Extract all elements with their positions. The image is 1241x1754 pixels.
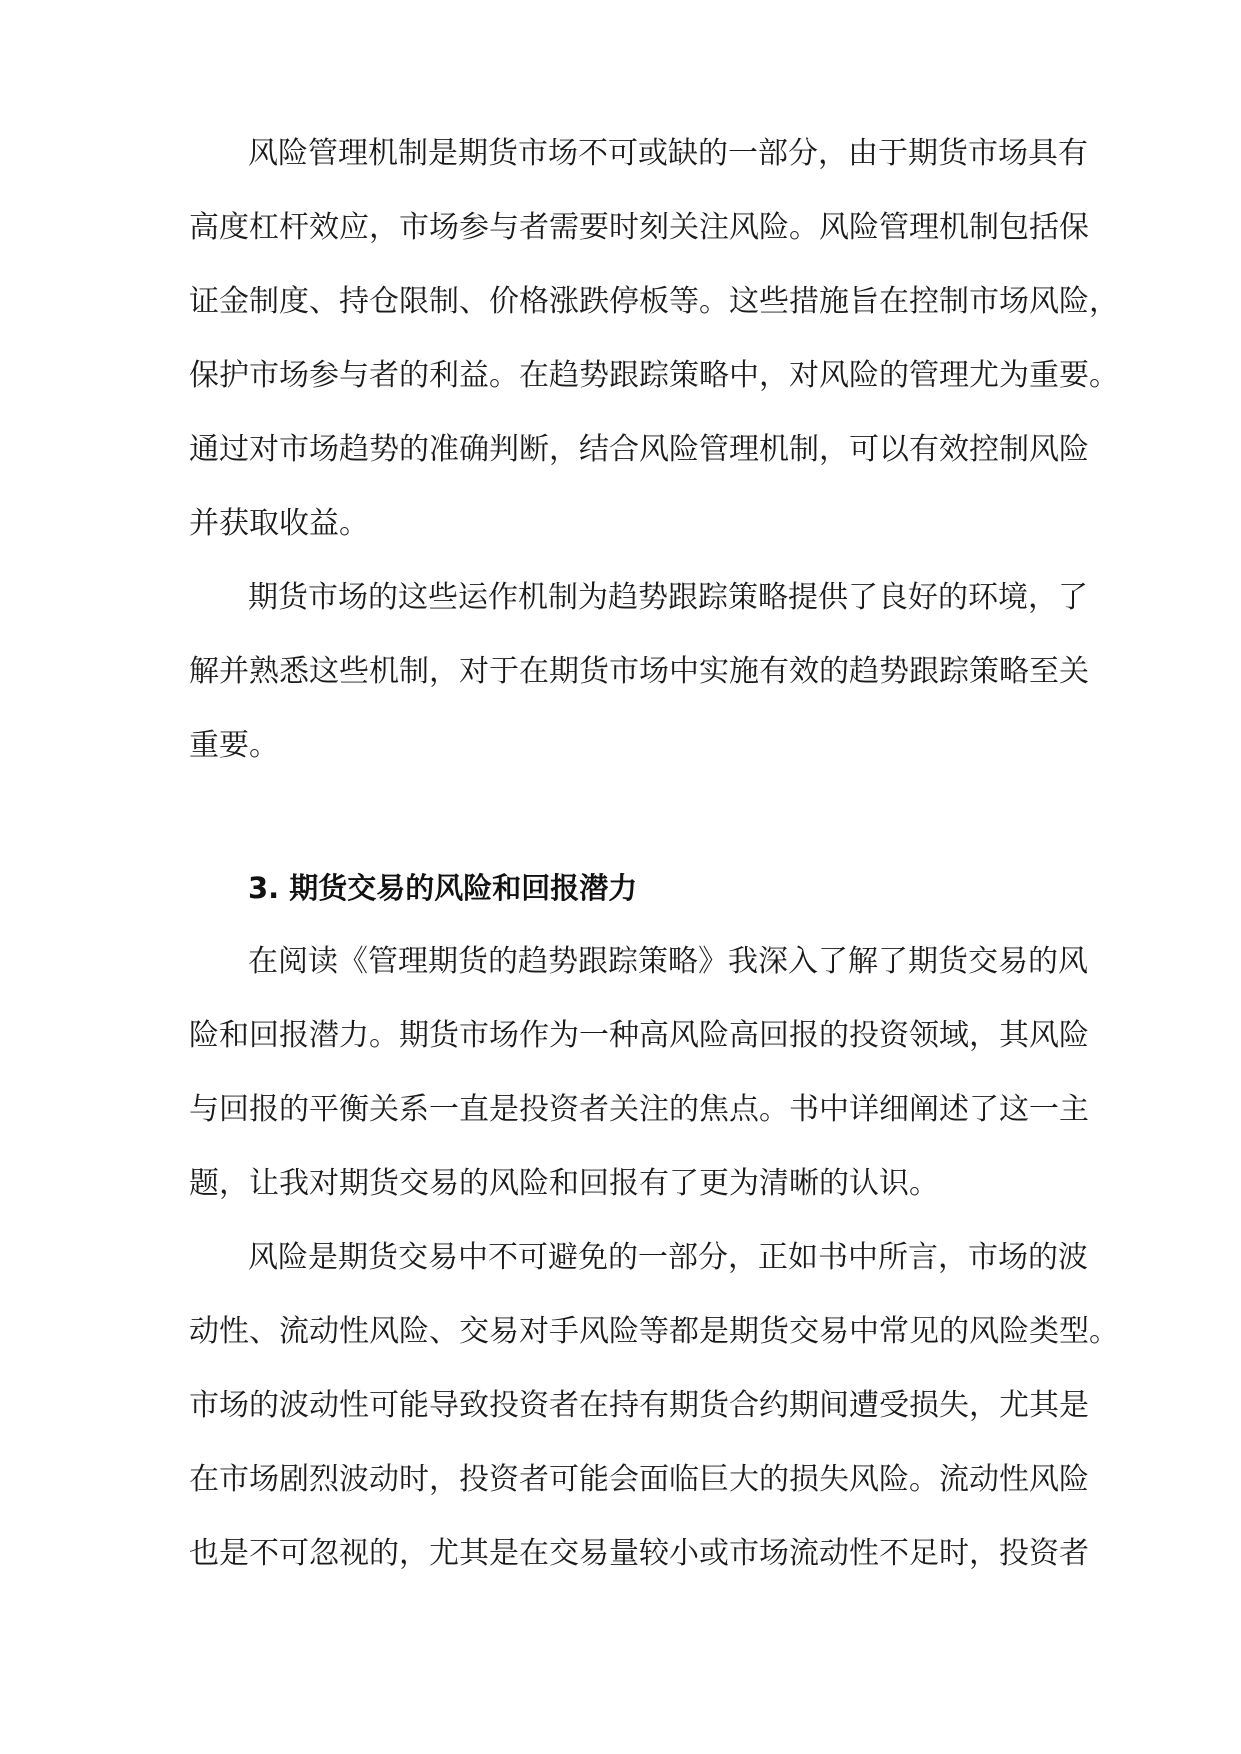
- paragraph-line: 重要。: [189, 728, 279, 763]
- paragraph-line: 动性、流动性风险、交易对手风险等都是期货交易中常见的风险类型。: [189, 1314, 1119, 1349]
- paragraph-line: 并获取收益。: [189, 506, 369, 541]
- paragraph-line: 风险是期货交易中不可避免的一部分，正如书中所言，市场的波: [248, 1240, 1088, 1275]
- section-heading: 3. 期货交易的风险和回报潜力: [248, 871, 638, 905]
- paragraph-line: 市场的波动性可能导致投资者在持有期货合约期间遭受损失，尤其是: [189, 1388, 1089, 1423]
- paragraph-line: 题，让我对期货交易的风险和回报有了更为清晰的认识。: [189, 1166, 939, 1201]
- paragraph-line: 险和回报潜力。期货市场作为一种高风险高回报的投资领域，其风险: [189, 1018, 1089, 1053]
- paragraph-line: 也是不可忽视的，尤其是在交易量较小或市场流动性不足时，投资者: [189, 1536, 1089, 1571]
- paragraph-line: 在市场剧烈波动时，投资者可能会面临巨大的损失风险。流动性风险: [189, 1462, 1089, 1497]
- paragraph-line: 解并熟悉这些机制，对于在期货市场中实施有效的趋势跟踪策略至关: [189, 654, 1089, 689]
- paragraph-line: 证金制度、持仓限制、价格涨跌停板等。这些措施旨在控制市场风险，: [189, 284, 1119, 319]
- paragraph-line: 风险管理机制是期货市场不可或缺的一部分，由于期货市场具有: [248, 136, 1088, 171]
- paragraph-line: 与回报的平衡关系一直是投资者关注的焦点。书中详细阐述了这一主: [189, 1092, 1089, 1127]
- paragraph-line: 高度杠杆效应，市场参与者需要时刻关注风险。风险管理机制包括保: [189, 210, 1089, 245]
- paragraph-line: 保护市场参与者的利益。在趋势跟踪策略中，对风险的管理尤为重要。: [189, 358, 1119, 393]
- paragraph-line: 在阅读《管理期货的趋势跟踪策略》我深入了解了期货交易的风: [248, 944, 1088, 979]
- paragraph-line: 通过对市场趋势的准确判断，结合风险管理机制，可以有效控制风险: [189, 432, 1089, 467]
- paragraph-line: 期货市场的这些运作机制为趋势跟踪策略提供了良好的环境，了: [248, 580, 1088, 615]
